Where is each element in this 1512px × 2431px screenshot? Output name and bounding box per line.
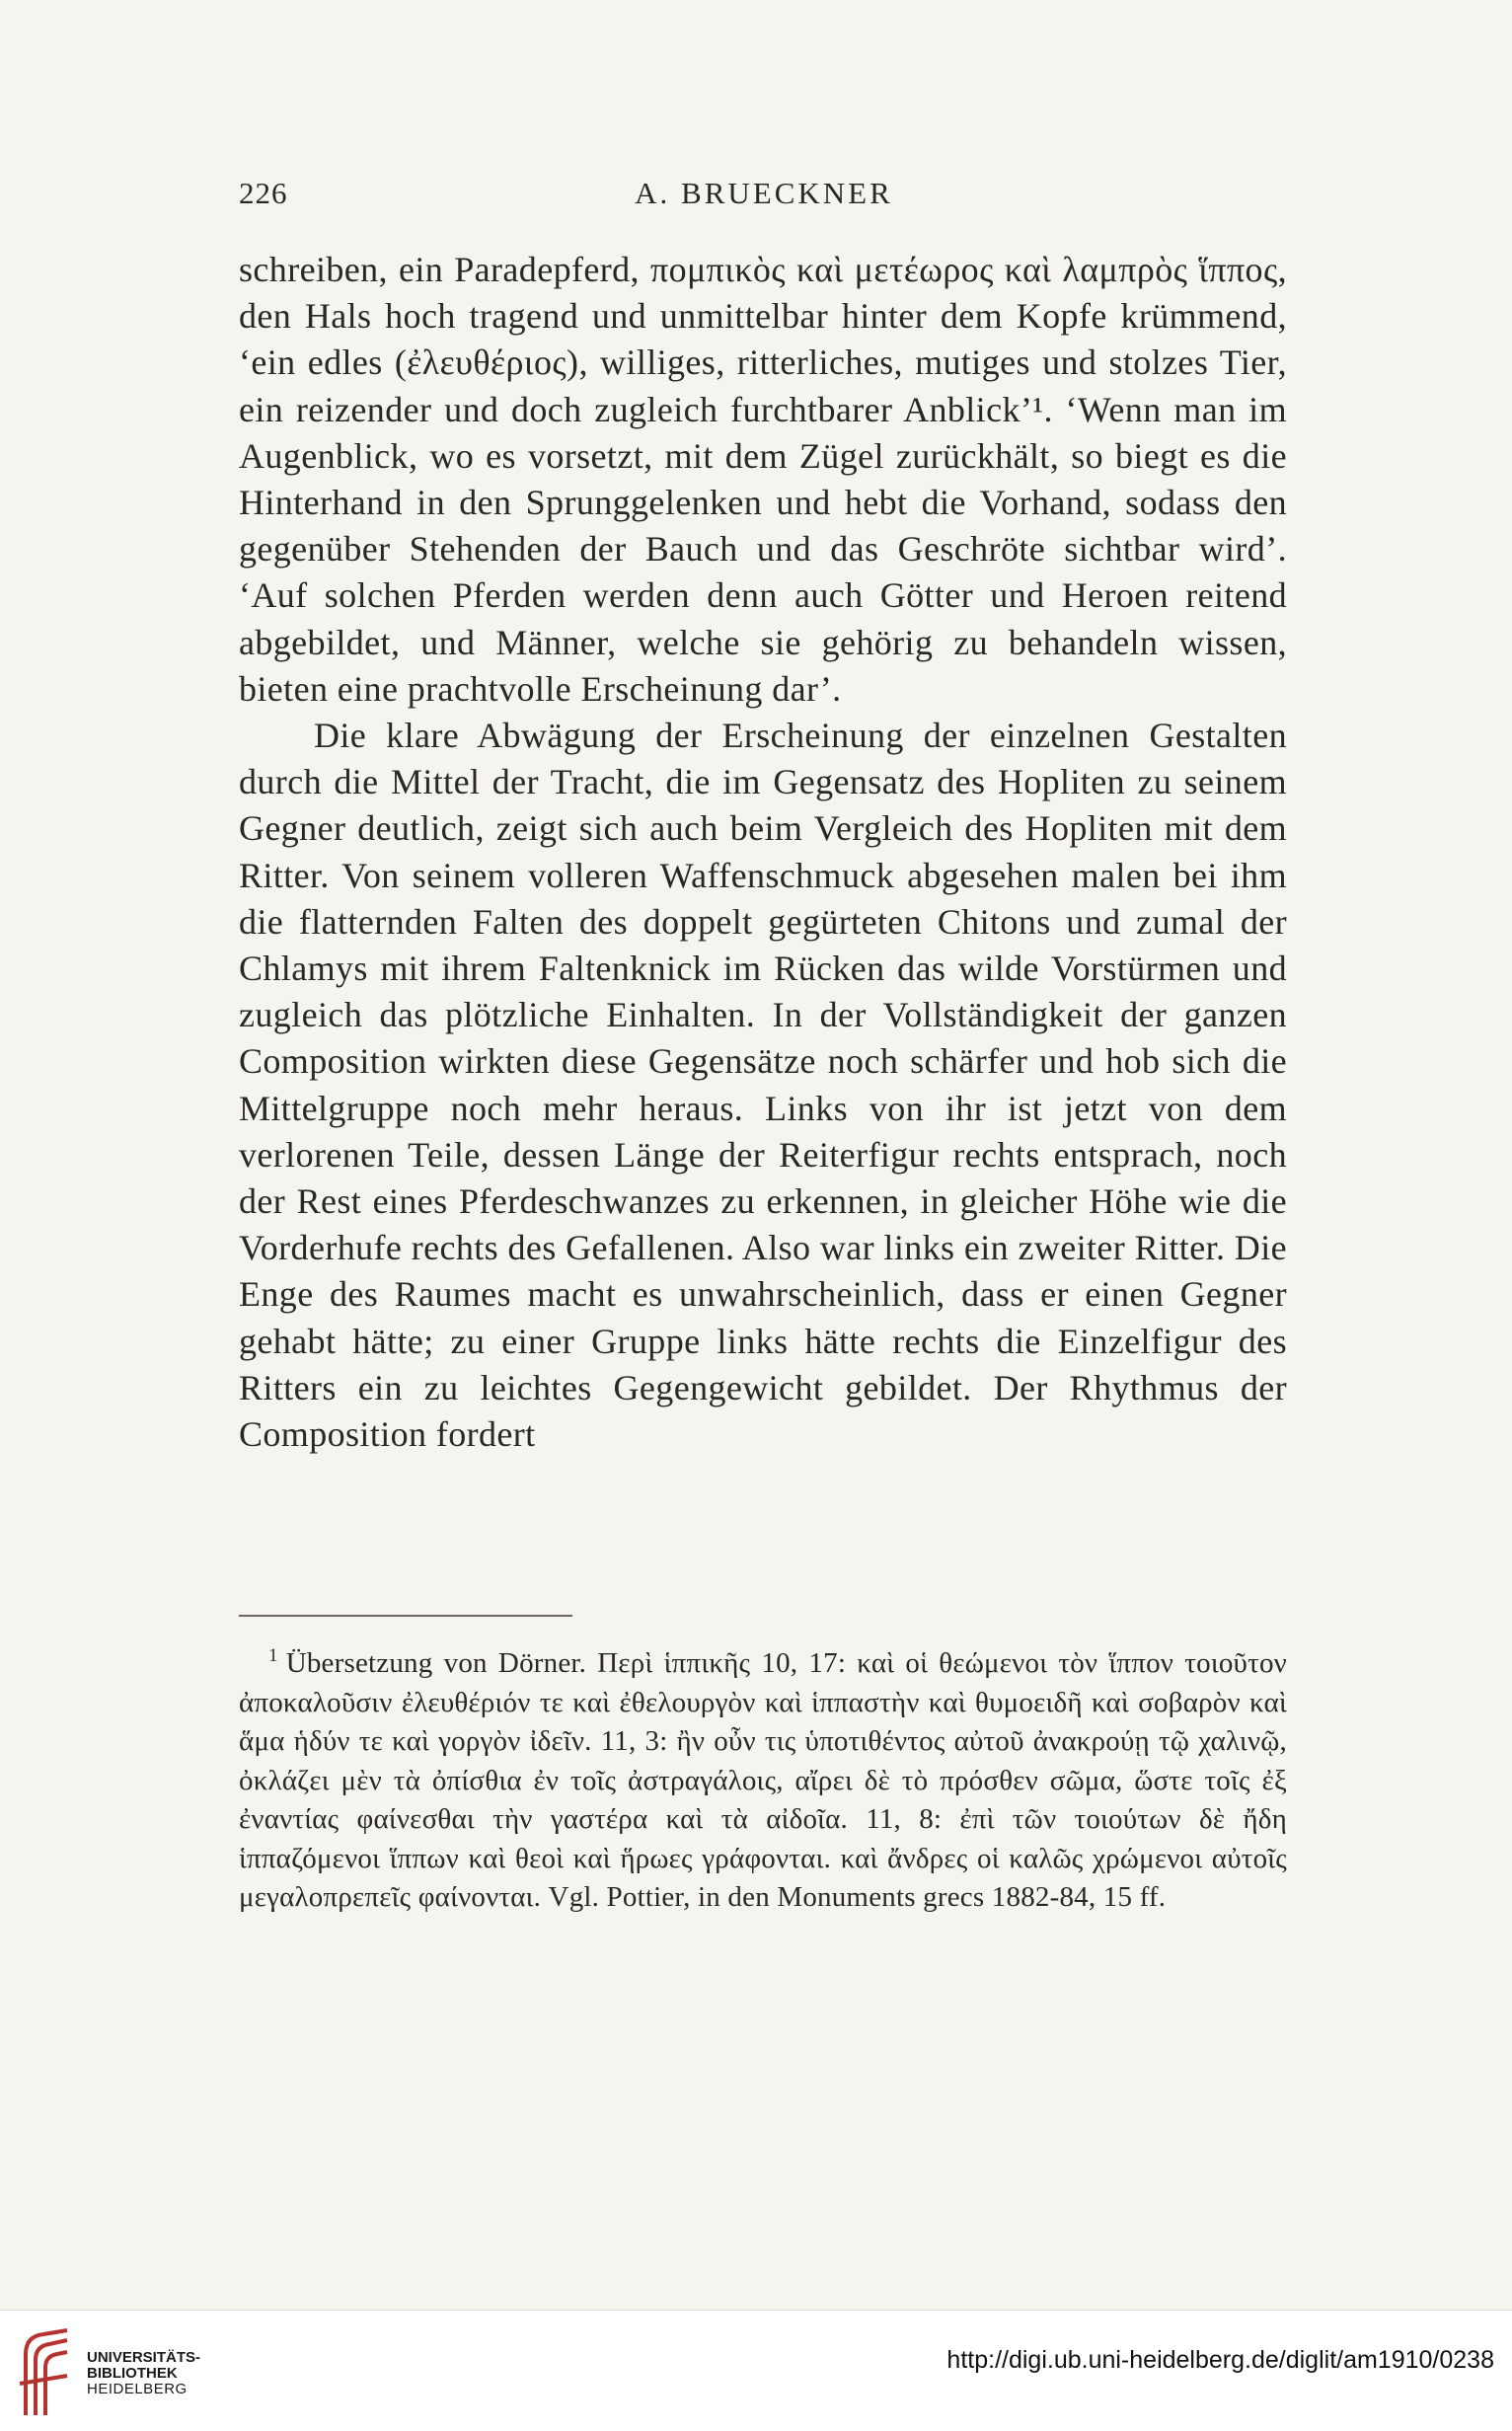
digitization-footer xyxy=(0,2310,1512,2431)
footnote-marker: 1 xyxy=(268,1645,278,1667)
library-name xyxy=(87,2350,200,2397)
source-url[interactable]: http://digi.ub.uni-heidelberg.de/diglit/am1910/0238 xyxy=(946,2346,1494,2374)
page-number: 226 xyxy=(239,176,288,210)
footnote-text: Übersetzung von Dörner. Περὶ ἱππικῆς 10, 17: καὶ οἱ θεώμενοι τὸν ἵππον τοιοῦτον ἀποκαλοῦσιν ἐλευθέριόν τε καὶ ἐθελουργὸν καὶ ἱππαστὴν καὶ θυμοειδῆ καὶ σοβαρὸν καὶ ἅμα ἡδύν τε καὶ γοργὸν ἰδεῖν. 11, 3: ἢν οὖν τις ὑποτιθέντος αὐτοῦ ἀνακρούῃ τῷ χαλινῷ, ὀκλάζει μὲν τὰ ὀπίσθια ἐν τοῖς ἀστραγάλοις, αἴρει δὲ τὸ πρόσθεν σῶμα, ὥστε τοῖς ἐξ ἐναντίας φαίνεσθαι τὴν γαστέρα καὶ τὰ αἰδοῖα. 11, 8: ἐπὶ τῶν τοιούτων δὲ ἤδη ἱππαζόμενοι ἵππων καὶ θεοὶ καὶ ἥρωες γράφονται. καὶ ἄνδρες οἱ καλῶς χρώμενοι αὐτοῖς μεγαλοπρεπεῖς φαίνονται. Vgl. Pottier, in den Monuments grecs 1882-84, 15 ff. xyxy=(239,1647,1287,1913)
body-text xyxy=(239,247,1287,1458)
paragraph-1: schreiben, ein Paradepferd, πομπικὸς καὶ μετέωρος καὶ λαμπρὸς ἵππος, den Hals hoch tragend und unmittelbar hinter dem Kopfe krümmend, ‘ein edles (ἐλευθέριος), williges, ritterliches, mutiges und stolzes Tier, ein reizender und doch zugleich furchtbarer Anblick’¹. ‘Wenn man im Augenblick, wo es vorsetzt, mit dem Zügel zurückhält, so biegt es die Hinterhand in den Sprunggelenken und hebt die Vorhand, sodass den gegenüber Stehenden der Bauch und das Geschröte sichtbar wird’. ‘Auf solchen Pferden werden denn auch Götter und Heroen reitend abgebildet, und Männer, welche sie gehörig zu behandeln wissen, bieten eine prachtvolle Erscheinung dar’. xyxy=(239,250,1287,709)
page-header xyxy=(239,176,1289,225)
footnote xyxy=(239,1644,1287,1918)
library-name-line2: BIBLIOTHEK xyxy=(87,2365,178,2382)
library-name-line3: HEIDELBERG xyxy=(87,2381,188,2397)
footnote-rule xyxy=(239,1615,572,1617)
running-head: A. BRUECKNER xyxy=(635,176,893,210)
library-logo-icon xyxy=(16,2324,77,2419)
paragraph-2: Die klare Abwägung der Erscheinung der einzelnen Gestalten durch die Mittel der Tracht, die im Gegensatz des Hopliten zu seinem Gegner deutlich, zeigt sich auch beim Vergleich des Hopliten mit dem Ritter. Von seinem volleren Waffenschmuck abgesehen malen bei ihm die flatternden Falten des doppelt gegürteten Chitons und zumal der Chlamys mit ihrem Faltenknick im Rücken das wilde Vorstürmen und zugleich das plötzliche Einhalten. In der Vollständigkeit der ganzen Composition wirkten diese Gegensätze noch schärfer und hob sich die Mittelgruppe noch mehr heraus. Links von ihr ist jetzt von dem verlorenen Teile, dessen Länge der Reiterfigur rechts entsprach, noch der Rest eines Pferdeschwanzes zu erkennen, in gleicher Höhe wie die Vorderhufe rechts des Gefallenen. Also war links ein zweiter Ritter. Die Enge des Raumes macht es unwahrscheinlich, dass er einen Gegner gehabt hätte; zu einer Gruppe links hätte rechts die Einzelfigur des Ritters ein zu leichtes Gegengewicht gebildet. Der Rhythmus der Composition fordert xyxy=(239,716,1287,1455)
library-name-line1: UNIVERSITÄTS- xyxy=(87,2349,201,2366)
